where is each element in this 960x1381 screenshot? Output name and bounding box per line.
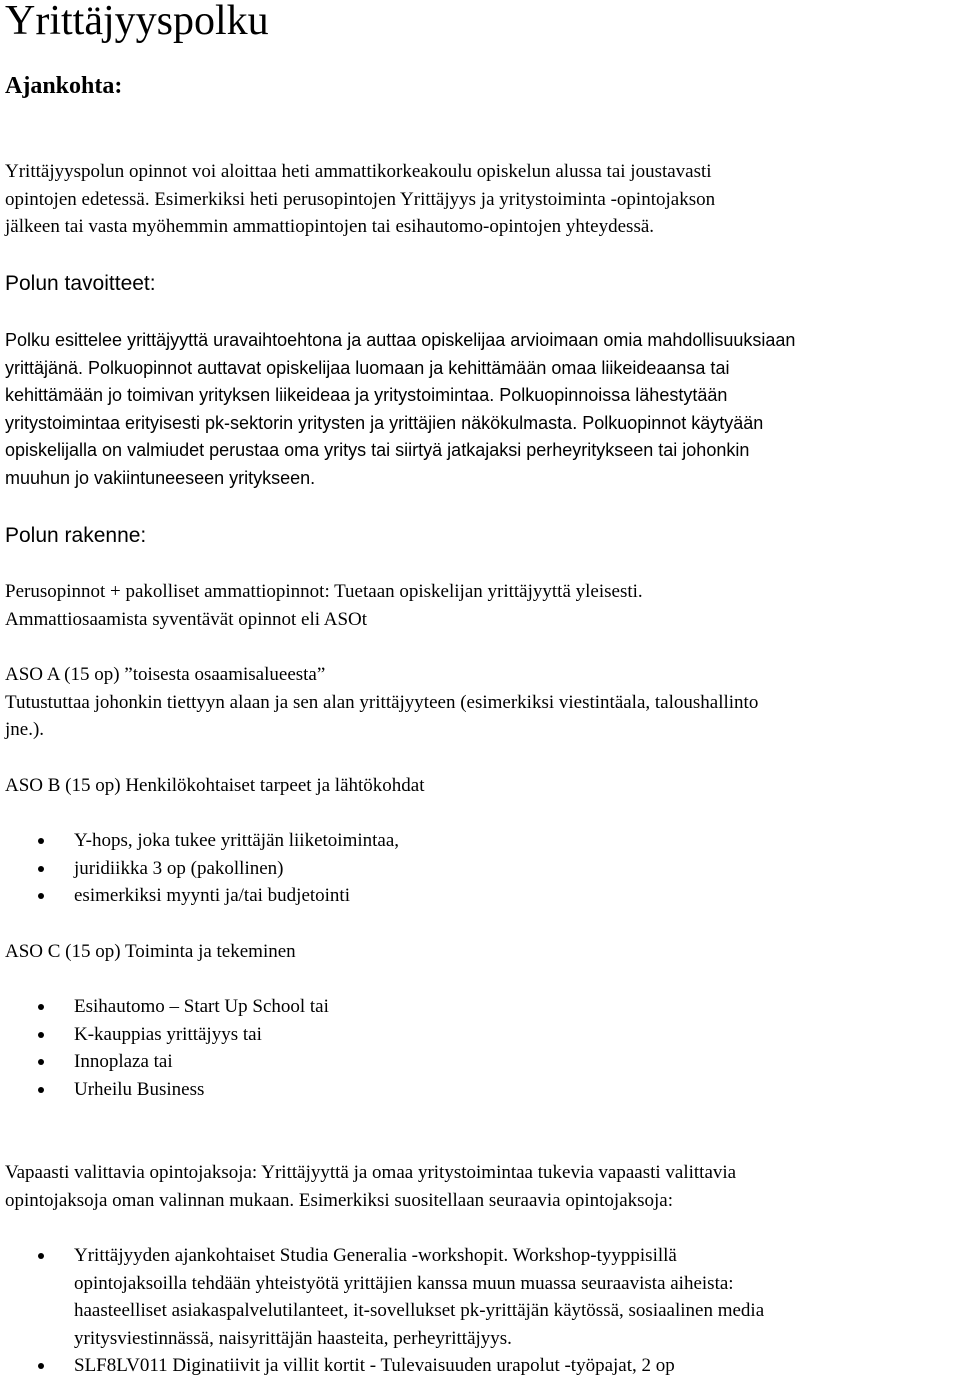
tavoitteet-line: Polku esittelee yrittäjyyttä uravaihtoehtona ja auttaa opiskelijaa arvioimaan omia mahdollisuuksiaan (5, 330, 796, 350)
vapaasti-paragraph (5, 1159, 957, 1214)
bullet-icon (38, 838, 44, 844)
aso-c-heading-text: ASO C (15 op) Toiminta ja tekeminen (5, 941, 296, 962)
list-item (5, 1076, 329, 1104)
aso-b-list (5, 827, 399, 910)
list-item (5, 1242, 764, 1352)
list-item-text: Y-hops, joka tukee yrittäjän liiketoimintaa, (74, 830, 400, 851)
bullet-icon (38, 1253, 44, 1259)
aso-a-paragraph (5, 661, 957, 744)
rakenne-intro (5, 578, 957, 633)
aso-b-heading (5, 772, 957, 800)
vapaasti-list (5, 1242, 764, 1380)
list-item (5, 1352, 764, 1380)
tavoitteet-line: yritystoimintaa erityisesti pk-sektorin yritysten ja yrittäjien näkökulmasta. Polkuopinnot käytyään (5, 412, 764, 433)
bullet-icon (38, 866, 44, 872)
list-item-line: SLF8LV011 Diginatiivit ja villit kortit - Tulevaisuuden urapolut -työpajat, 2 op (74, 1355, 675, 1376)
tavoitteet-line: opiskelijalla on valmiudet perustaa oma yritys tai siirtyä jatkajaksi perheyritykseen tai johonkin (5, 440, 750, 461)
list-item-text: esimerkiksi myynti ja/tai budjetointi (74, 885, 350, 906)
list-item (5, 855, 399, 883)
ajankohta-line: jälkeen tai vasta myöhemmin ammattiopintojen tai esihautomo-opintojen yhteydessä. (5, 216, 655, 237)
rakenne-heading: Polun rakenne: (5, 524, 147, 547)
rakenne-intro-line: Ammattiosaamista syventävät opinnot eli ASOt (5, 608, 368, 630)
ajankohta-line: opintojen edetessä. Esimerkiksi heti perusopintojen Yrittäjyys ja yritystoiminta -opintojakson (5, 188, 716, 210)
vapaasti-line: opintojaksoja oman valinnan mukaan. Esimerkiksi suositellaan seuraavia opintojaksoja: (5, 1189, 674, 1211)
tavoitteet-paragraph (5, 327, 957, 493)
tavoitteet-line: muuhun jo vakiintuneeseen yritykseen. (5, 467, 316, 488)
tavoitteet-heading: Polun tavoitteet: (5, 272, 156, 295)
aso-a-line: Tutustuttaa johonkin tiettyyn alaan ja sen alan yrittäjyyteen (esimerkiksi viestintäala, taloushallinto (5, 691, 759, 713)
rakenne-intro-line: Perusopinnot + pakolliset ammattiopinnot: Tuetaan opiskelijan yrittäjyyttä yleisesti. (5, 581, 643, 602)
tavoitteet-line: kehittämään jo toimivan yrityksen liikeideaa ja yritystoimintaa. Polkuopinnoissa lähestytään (5, 385, 728, 406)
bullet-icon (38, 1032, 44, 1038)
aso-a-heading: ASO A (15 op) ”toisesta osaamisalueesta” (5, 664, 326, 685)
list-item-text: K-kauppias yrittäjyys tai (74, 1023, 262, 1045)
list-item (5, 827, 399, 855)
list-item-text: juridiikka 3 op (pakollinen) (74, 857, 284, 879)
page-title: Yrittäjyyspolku (5, 0, 269, 44)
ajankohta-paragraph (5, 158, 957, 241)
list-item (5, 993, 329, 1021)
aso-c-list (5, 993, 329, 1103)
aso-b-heading-text: ASO B (15 op) Henkilökohtaiset tarpeet ja lähtökohdat (5, 775, 425, 796)
list-item (5, 1021, 329, 1049)
list-item (5, 882, 399, 910)
vapaasti-line: Vapaasti valittavia opintojaksoja: Yrittäjyyttä ja omaa yritystoimintaa tukevia vapaasti valittavia (5, 1162, 737, 1183)
list-item-line: opintojaksoilla tehdään yhteistyötä yrittäjien kanssa muun muassa seuraavista aiheista: (74, 1272, 734, 1294)
list-item-line: Yrittäjyyden ajankohtaiset Studia Generalia -workshopit. Workshop-tyyppisillä (74, 1245, 677, 1266)
aso-c-heading (5, 938, 957, 966)
bullet-icon (38, 1087, 44, 1093)
list-item-text: Urheilu Business (74, 1078, 205, 1100)
list-item-text: Esihautomo – Start Up School tai (74, 996, 329, 1017)
list-item-line: yritysviestinnässä, naisyrittäjän haasteita, perheyrittäjyys. (74, 1327, 512, 1349)
bullet-icon (38, 893, 44, 899)
bullet-icon (38, 1059, 44, 1065)
list-item-text: Innoplaza tai (74, 1051, 173, 1072)
ajankohta-line: Yrittäjyyspolun opinnot voi aloittaa heti ammattikorkeakoulu opiskelun alussa tai joustavasti (5, 161, 712, 182)
bullet-icon (38, 1363, 44, 1369)
tavoitteet-line: yrittäjänä. Polkuopinnot auttavat opiskelijaa luomaan ja kehittämään omaa liikeideaansa tai (5, 357, 730, 378)
list-item (5, 1048, 329, 1076)
ajankohta-heading: Ajankohta: (5, 73, 123, 99)
bullet-icon (38, 1004, 44, 1010)
aso-a-line: jne.). (5, 719, 45, 740)
list-item-line: haasteelliset asiakaspalvelutilanteet, it-sovellukset pk-yrittäjän käytössä, sosiaalinen media (74, 1300, 765, 1321)
